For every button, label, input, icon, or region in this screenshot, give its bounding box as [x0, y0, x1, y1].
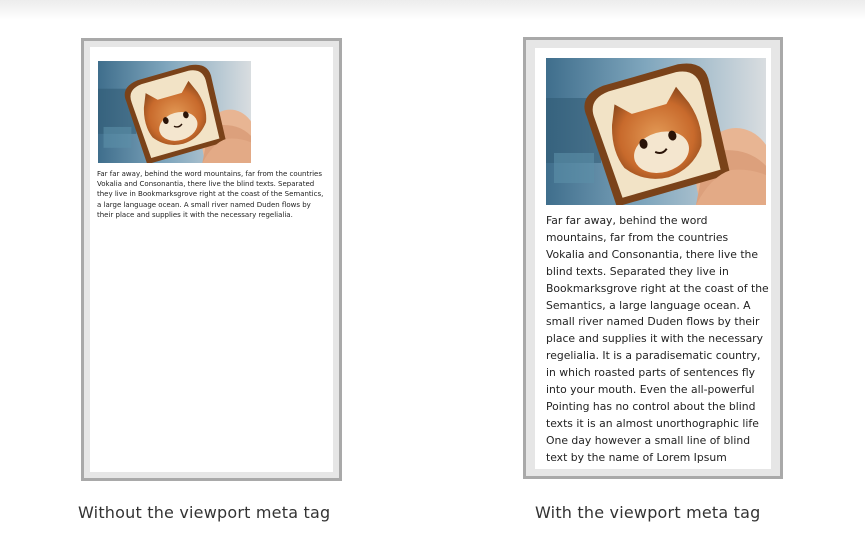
toast-cat-photo — [98, 61, 251, 163]
caption-with-viewport: With the viewport meta tag — [535, 503, 761, 522]
phone-screen — [90, 47, 333, 472]
body-text: Far far away, behind the word mountains, far from the countries Vokalia and Consonantia, there live the blind texts. Separated they live in Bookmarksgrove right at the coast of the Semantics, a large language ocean. A small river named Duden flows by their place and supplies it with the necessary regelialia. It is a paradisematic country, in which roasted parts of sentences fly into your mouth. Even the all-powerful Pointing has no control about the blind texts it is an almost unorthographic life One day however a small line of blind text by the name of Lorem Ipsum — [546, 214, 769, 464]
phone-screen — [535, 48, 771, 469]
mockup-without-viewport — [81, 38, 342, 481]
body-text: Far far away, behind the word mountains, far from the countries Vokalia and Consonantia, there live the blind texts. Separated they live in Bookmarksgrove right at the coast of the Semantics, a large language ocean. A small river named Duden flows by their place and supplies it with the necessary regelialia. — [97, 170, 324, 219]
toast-cat-photo — [546, 58, 766, 205]
top-shade — [0, 0, 865, 20]
caption-without-viewport: Without the viewport meta tag — [78, 503, 331, 522]
mockup-with-viewport — [523, 37, 783, 479]
